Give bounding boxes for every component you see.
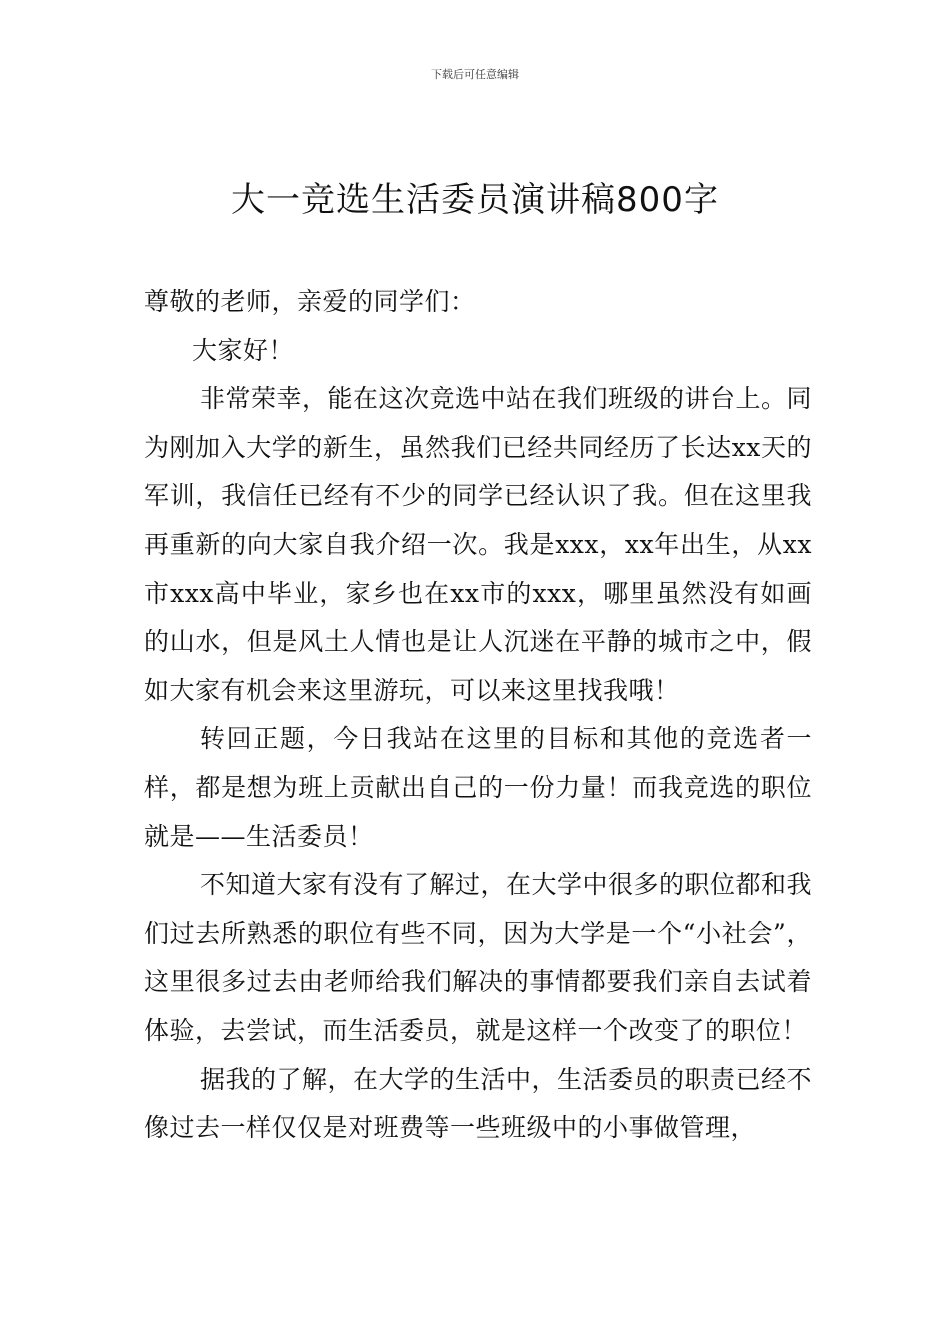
header-note: 下载后可任意编辑 — [431, 68, 519, 81]
document-body — [144, 278, 812, 1153]
paragraph: 转回正题，今日我站在这里的目标和其他的竞选者一样，都是想为班上贡献出自己的一份力量！而我竞选的职位就是——生活委员！ — [144, 724, 812, 851]
document-title: 大一竞选生活委员演讲稿800字 — [231, 180, 719, 220]
greeting: 大家好！ — [192, 335, 295, 365]
paragraph: 非常荣幸，能在这次竞选中站在我们班级的讲台上。同为刚加入大学的新生，虽然我们已经共同经历了长达xx天的军训，我信任已经有不少的同学已经认识了我。但在这里我再重新的向大家自我介绍一次。我是xxx，xx年出生，从xx市xxx高中毕业，家乡也在xx市的xxx，哪里虽然没有如画的山水，但是风土人情也是让人沉迷在平静的城市之中，假如大家有机会来这里游玩，可以来这里找我哦！ — [144, 384, 813, 705]
paragraph: 不知道大家有没有了解过，在大学中很多的职位都和我们过去所熟悉的职位有些不同，因为大学是一个“小社会”，这里很多过去由老师给我们解决的事情都要我们亲自去试着体验，去尝试，而生活委员，就是这样一个改变了的职位！ — [144, 870, 813, 1045]
paragraph: 据我的了解，在大学的生活中，生活委员的职责已经不像过去一样仅仅是对班费等一些班级中的小事做管理， — [144, 1064, 813, 1143]
salutation: 尊敬的老师，亲爱的同学们： — [144, 287, 476, 316]
